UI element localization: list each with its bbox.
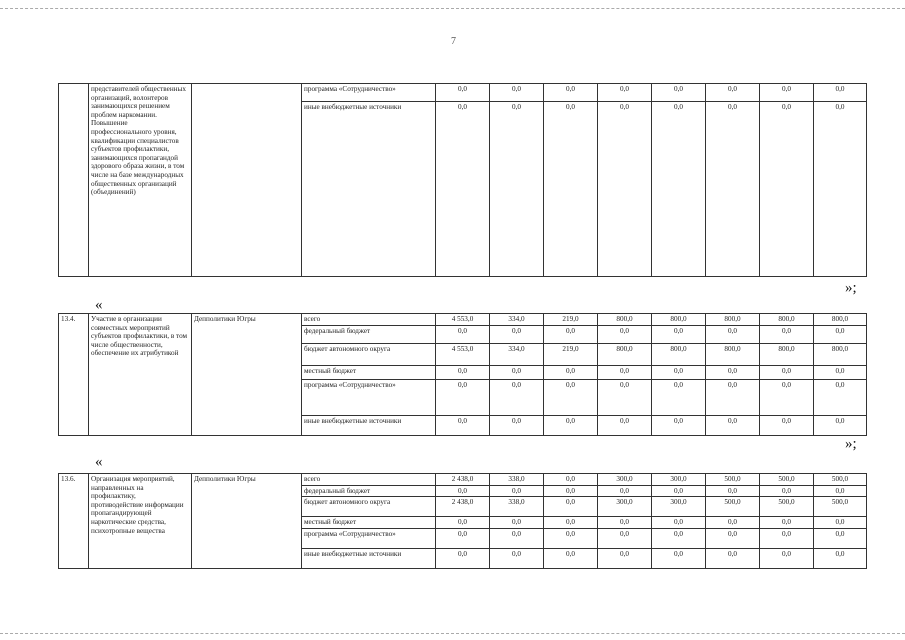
value-cell: 0,0 (706, 102, 760, 277)
value-cell: 0,0 (760, 102, 814, 277)
value-cell: 2 438,0 (436, 474, 490, 486)
source-cell: программа «Сотрудничество» (302, 528, 436, 548)
value-cell: 500,0 (814, 497, 867, 517)
value-cell: 0,0 (706, 485, 760, 497)
bottom-scan-edge (0, 633, 905, 634)
value-cell: 0,0 (490, 102, 544, 277)
value-cell: 0,0 (436, 548, 490, 568)
measure-title: Организация мероприятий, направленных на профилактику, противодействие информации пропагандирующей наркотические средства, психотропные вещества (89, 474, 192, 569)
value-cell: 0,0 (760, 380, 814, 416)
value-cell: 0,0 (436, 326, 490, 344)
value-cell: 0,0 (814, 485, 867, 497)
closing-quote: »; (845, 280, 857, 296)
value-cell: 0,0 (814, 366, 867, 380)
value-cell: 800,0 (598, 314, 652, 326)
value-cell: 800,0 (706, 314, 760, 326)
value-cell: 0,0 (598, 380, 652, 416)
number-cell (59, 84, 89, 277)
value-cell: 0,0 (436, 485, 490, 497)
value-cell: 0,0 (490, 517, 544, 529)
value-cell: 334,0 (490, 344, 544, 366)
source-cell: федеральный бюджет (302, 485, 436, 497)
value-cell: 0,0 (814, 528, 867, 548)
value-cell: 0,0 (652, 528, 706, 548)
value-cell: 338,0 (490, 497, 544, 517)
value-cell: 0,0 (436, 416, 490, 436)
table-block-13-6 (58, 473, 867, 569)
value-cell: 0,0 (760, 528, 814, 548)
value-cell: 2 438,0 (436, 497, 490, 517)
value-cell: 0,0 (436, 528, 490, 548)
value-cell: 0,0 (490, 548, 544, 568)
table-block-continuation (58, 83, 867, 277)
value-cell: 0,0 (598, 528, 652, 548)
value-cell: 500,0 (760, 474, 814, 486)
value-cell: 800,0 (760, 344, 814, 366)
value-cell: 0,0 (598, 517, 652, 529)
value-cell: 0,0 (544, 517, 598, 529)
source-cell: федеральный бюджет (302, 326, 436, 344)
value-cell: 0,0 (598, 84, 652, 102)
source-cell: иные внебюджетные источники (302, 102, 436, 277)
value-cell: 0,0 (652, 366, 706, 380)
executor-cell: Депполитики Югры (192, 474, 302, 569)
opening-quote: « (95, 454, 103, 470)
value-cell: 0,0 (598, 548, 652, 568)
value-cell: 300,0 (652, 474, 706, 486)
source-cell: программа «Сотрудничество» (302, 84, 436, 102)
value-cell: 0,0 (544, 528, 598, 548)
value-cell: 0,0 (490, 380, 544, 416)
source-cell: всего (302, 474, 436, 486)
value-cell: 0,0 (544, 416, 598, 436)
table-row (59, 84, 867, 102)
value-cell: 0,0 (544, 102, 598, 277)
item-number: 13.4. (59, 314, 89, 436)
value-cell: 338,0 (490, 474, 544, 486)
value-cell: 0,0 (814, 517, 867, 529)
source-cell: бюджет автономного округа (302, 344, 436, 366)
value-cell: 0,0 (652, 326, 706, 344)
value-cell: 0,0 (544, 326, 598, 344)
value-cell: 800,0 (706, 344, 760, 366)
value-cell: 0,0 (652, 380, 706, 416)
value-cell: 0,0 (598, 326, 652, 344)
value-cell: 0,0 (544, 366, 598, 380)
value-cell: 0,0 (436, 102, 490, 277)
value-cell: 0,0 (760, 485, 814, 497)
value-cell: 0,0 (436, 84, 490, 102)
source-cell: программа «Сотрудничество» (302, 380, 436, 416)
value-cell: 0,0 (652, 416, 706, 436)
top-scan-edge (0, 8, 905, 9)
source-cell: всего (302, 314, 436, 326)
value-cell: 500,0 (760, 497, 814, 517)
measure-description: представителей общественных организаций, волонтеров занимающихся решением проблем наркомании. Повышение профессионального уровня, квалификации специалистов субъектов профилактики, занимающихся пропагандой здорового образа жизни, в том числе на базе международных общественных организаций (объединений) (89, 84, 192, 277)
value-cell: 0,0 (706, 548, 760, 568)
value-cell: 0,0 (814, 102, 867, 277)
source-cell: местный бюджет (302, 366, 436, 380)
value-cell: 0,0 (544, 485, 598, 497)
value-cell: 0,0 (760, 517, 814, 529)
value-cell: 0,0 (814, 548, 867, 568)
value-cell: 0,0 (814, 380, 867, 416)
value-cell: 0,0 (652, 102, 706, 277)
value-cell: 0,0 (490, 485, 544, 497)
value-cell: 0,0 (544, 548, 598, 568)
value-cell: 0,0 (652, 548, 706, 568)
value-cell: 300,0 (598, 497, 652, 517)
value-cell: 500,0 (814, 474, 867, 486)
value-cell: 0,0 (706, 84, 760, 102)
value-cell: 500,0 (706, 474, 760, 486)
value-cell: 0,0 (706, 416, 760, 436)
value-cell: 219,0 (544, 344, 598, 366)
source-cell: иные внебюджетные источники (302, 416, 436, 436)
value-cell: 0,0 (544, 380, 598, 416)
value-cell: 4 553,0 (436, 344, 490, 366)
value-cell: 800,0 (760, 314, 814, 326)
value-cell: 300,0 (598, 474, 652, 486)
value-cell: 0,0 (598, 366, 652, 380)
value-cell: 0,0 (490, 326, 544, 344)
value-cell: 0,0 (760, 548, 814, 568)
value-cell: 219,0 (544, 314, 598, 326)
value-cell: 0,0 (760, 84, 814, 102)
value-cell: 0,0 (760, 416, 814, 436)
value-cell: 0,0 (598, 416, 652, 436)
executor-cell (192, 84, 302, 277)
value-cell: 500,0 (706, 497, 760, 517)
value-cell: 0,0 (598, 485, 652, 497)
value-cell: 0,0 (652, 84, 706, 102)
value-cell: 0,0 (544, 84, 598, 102)
table-block-13-4 (58, 313, 867, 436)
value-cell: 300,0 (652, 497, 706, 517)
value-cell: 334,0 (490, 314, 544, 326)
value-cell: 0,0 (706, 380, 760, 416)
value-cell: 0,0 (814, 326, 867, 344)
value-cell: 4 553,0 (436, 314, 490, 326)
source-cell: иные внебюджетные источники (302, 548, 436, 568)
measure-title: Участие в организации совместных мероприятий субъектов профилактики, в том числе общественности, обеспечение их атрибутикой (89, 314, 192, 436)
value-cell: 0,0 (436, 380, 490, 416)
source-cell: бюджет автономного округа (302, 497, 436, 517)
item-number: 13.6. (59, 474, 89, 569)
value-cell: 0,0 (706, 528, 760, 548)
value-cell: 800,0 (814, 314, 867, 326)
value-cell: 800,0 (598, 344, 652, 366)
value-cell: 0,0 (814, 416, 867, 436)
value-cell: 0,0 (436, 517, 490, 529)
closing-quote: »; (845, 436, 857, 452)
value-cell: 0,0 (544, 474, 598, 486)
value-cell: 0,0 (652, 485, 706, 497)
value-cell: 0,0 (760, 326, 814, 344)
value-cell: 0,0 (706, 366, 760, 380)
value-cell: 800,0 (814, 344, 867, 366)
opening-quote: « (95, 297, 103, 313)
value-cell: 0,0 (490, 84, 544, 102)
value-cell: 0,0 (490, 528, 544, 548)
source-cell: местный бюджет (302, 517, 436, 529)
value-cell: 0,0 (706, 517, 760, 529)
value-cell: 0,0 (706, 326, 760, 344)
value-cell: 0,0 (490, 416, 544, 436)
table-row (59, 474, 867, 486)
value-cell: 800,0 (652, 314, 706, 326)
value-cell: 0,0 (652, 517, 706, 529)
value-cell: 0,0 (814, 84, 867, 102)
page-number: 7 (451, 36, 456, 47)
value-cell: 800,0 (652, 344, 706, 366)
value-cell: 0,0 (598, 102, 652, 277)
value-cell: 0,0 (760, 366, 814, 380)
value-cell: 0,0 (490, 366, 544, 380)
value-cell: 0,0 (436, 366, 490, 380)
executor-cell: Депполитики Югры (192, 314, 302, 436)
table-row (59, 314, 867, 326)
value-cell: 0,0 (544, 497, 598, 517)
